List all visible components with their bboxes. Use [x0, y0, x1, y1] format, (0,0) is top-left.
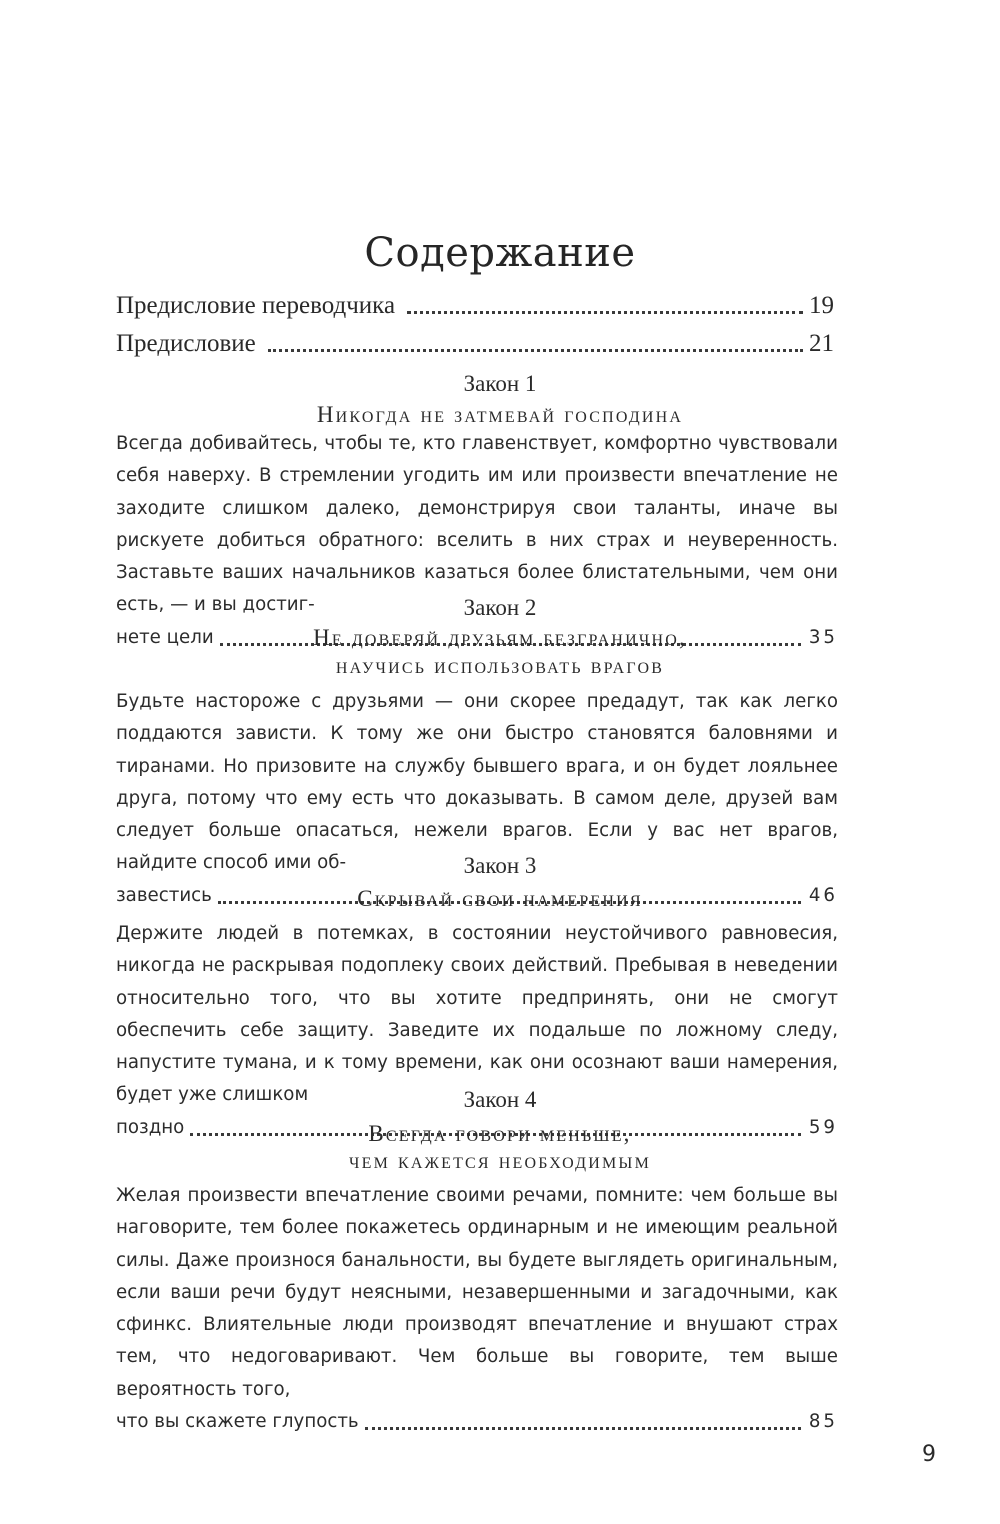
law-page-number: 35: [808, 626, 838, 648]
law-description-text: Желая произвести впечатление своими речами, помните: чем больше вы наговорите, тем более покажетесь ординарным и не имеющим реальной силы. Даже произнося банальности, вы будете выглядеть оригинальным, если ваши речи будут неясными, незавершенными и загадочными, как сфинкс. Влиятельные люди производят впечатление и внушают страх тем, что недоговаривают. Чем больше вы говорите, тем выше вероятность того,: [116, 1185, 838, 1400]
dot-leader: [268, 349, 803, 352]
law-description-text: Будьте настороже с друзьями — они скорее предадут, так как легко поддаются зависти. К тому же они быстро становятся баловнями и тиранами. Но призовите на службу бывшего врага, и он будет лояльнее друга, потому что ему есть что доказывать. В самом деле, друзей вам следует больше опасаться, нежели врагов. Если у вас нет врагов, найдите способ ими об-: [116, 691, 838, 874]
law-number: Закон 2: [463, 595, 537, 620]
toc-entry-page: 19: [809, 292, 834, 319]
law-title: Всегда говори меньше,: [368, 1121, 632, 1146]
law-title: Не доверяй друзьям безгранично,: [313, 625, 687, 650]
page-number: 9: [922, 1442, 936, 1467]
law-description-tail: нете цели: [116, 626, 214, 648]
law-description-text: Всегда добивайтесь, чтобы те, кто главенствует, комфортно чувствовали себя наверху. В стремлении угодить им или произвести впечатление не заходите слишком далеко, демонстрируя свои таланты, иначе вы рискуете добиться обратного: вселить в них страх и неуверенность. Заставьте ваших начальников казаться более блистательными, чем они есть, — и вы достиг-: [116, 433, 838, 616]
dot-leader: [365, 1427, 801, 1430]
page-title: Содержание: [364, 230, 636, 276]
law-number: Закон 1: [463, 371, 537, 396]
law-title: Скрывай свои намерения: [357, 886, 643, 911]
toc-entry-page: 21: [809, 330, 834, 357]
toc-entry-label: Предисловие переводчика: [116, 292, 396, 319]
law-page-number: 85: [808, 1411, 838, 1433]
law-description-tail: поздно: [116, 1116, 185, 1138]
law-page-number: 46: [808, 884, 838, 906]
toc-entry-translator-preface: [116, 289, 834, 323]
law-description-last-line: [116, 1406, 838, 1438]
law-description: [116, 1180, 838, 1438]
law-title: Никогда не затмевай господина: [316, 402, 684, 427]
law-title-line-2: чем кажется необходимым: [349, 1148, 651, 1173]
law-description-text: Держите людей в потемках, в состоянии неустойчивого равновесия, никогда не раскрывая подоплеку своих действий. Пребывая в неведении относительно того, что вы хотите предпринять, они не смогут обеспечить себе защиту. Заведите их подальше по ложному следу, напустите тумана, и к тому времени, как они осознают ваши намерения, будет уже слишком: [116, 923, 838, 1106]
law-number: Закон 4: [463, 1087, 537, 1112]
toc-entry-label: Предисловие: [116, 330, 256, 357]
toc-entry-preface: [116, 327, 834, 361]
law-title-line-2: научись использовать врагов: [335, 653, 665, 678]
law-page-number: 59: [808, 1116, 838, 1138]
law-description-tail: что вы скажете глупость: [116, 1411, 359, 1433]
dot-leader: [407, 311, 803, 314]
law-description-tail: завестись: [116, 884, 212, 906]
law-number: Закон 3: [463, 853, 537, 878]
